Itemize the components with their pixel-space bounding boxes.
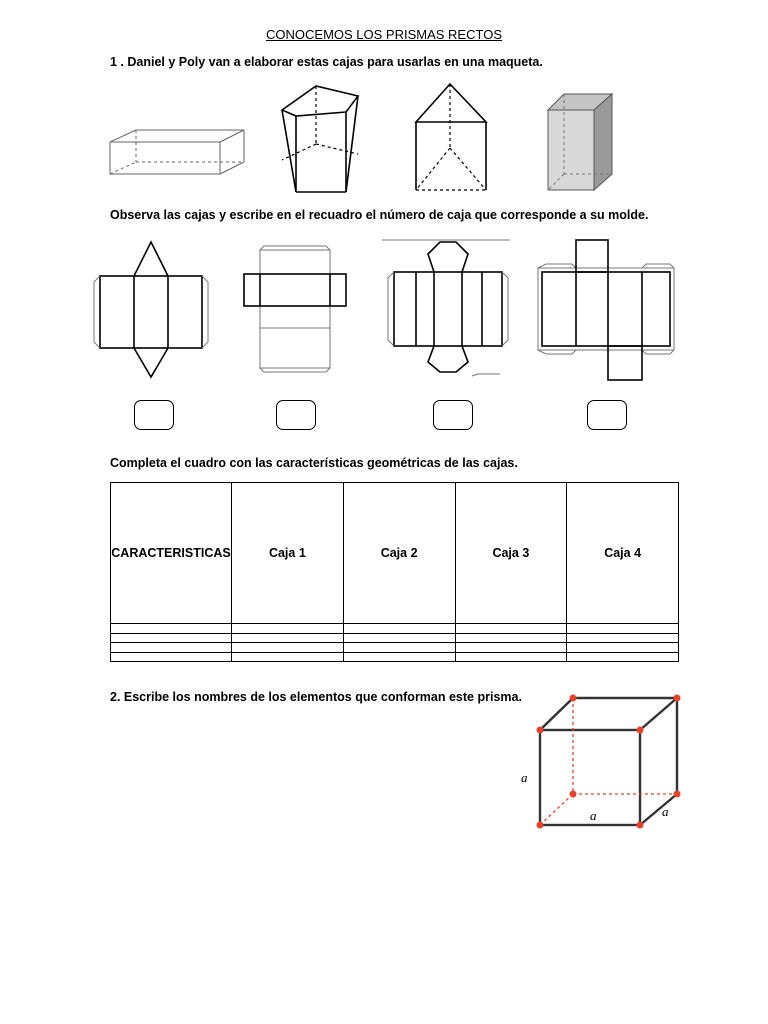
nets-instruction: Observa las cajas y escribe en el recuadro el número de caja que corresponde a su molde. (110, 208, 649, 222)
net-1-triangular (92, 240, 212, 380)
table-row (111, 624, 679, 633)
answer-box-net-4[interactable] (587, 400, 627, 430)
header-caja-2: Caja 2 (343, 483, 455, 624)
question-1: 1 . Daniel y Poly van a elaborar estas cajas para usarlas en una maqueta. (110, 55, 543, 69)
header-caracteristicas: CARACTERISTICAS (111, 483, 232, 624)
table-cell[interactable] (455, 624, 567, 633)
table-cell[interactable] (343, 624, 455, 633)
header-caja-1: Caja 1 (232, 483, 344, 624)
table-cell[interactable] (567, 643, 679, 652)
box-2-pentagonal-prism (276, 82, 366, 197)
answer-box-net-3[interactable] (433, 400, 473, 430)
answer-box-net-1[interactable] (134, 400, 174, 430)
box-3-triangular-prism (412, 82, 492, 194)
table-cell[interactable] (232, 652, 344, 661)
table-row (111, 643, 679, 652)
net-2-rectangular (240, 244, 350, 374)
table-cell[interactable] (567, 652, 679, 661)
table-cell[interactable] (111, 652, 232, 661)
net-3-hexagonal (382, 238, 512, 380)
box-1-rectangular-prism (108, 128, 248, 178)
table-row (111, 652, 679, 661)
page-title: CONOCEMOS LOS PRISMAS RECTOS (266, 27, 502, 42)
table-cell[interactable] (455, 652, 567, 661)
table-cell[interactable] (111, 643, 232, 652)
cube-label-left-edge: a (521, 770, 528, 785)
table-cell[interactable] (567, 624, 679, 633)
table-instruction: Completa el cuadro con las características geométricas de las cajas. (110, 456, 518, 470)
header-caja-3: Caja 3 (455, 483, 567, 624)
cube-label-bottom-edge: a (590, 808, 597, 823)
table-cell[interactable] (455, 633, 567, 642)
table-cell[interactable] (343, 633, 455, 642)
table-cell[interactable] (232, 633, 344, 642)
table-row (111, 633, 679, 642)
table-cell[interactable] (232, 624, 344, 633)
table-cell[interactable] (455, 643, 567, 652)
answer-box-net-2[interactable] (276, 400, 316, 430)
table-header-row (111, 483, 679, 624)
cube-label-depth-edge: a (662, 804, 669, 819)
table-cell[interactable] (111, 633, 232, 642)
net-4-square (536, 238, 686, 383)
table-cell[interactable] (343, 643, 455, 652)
table-cell[interactable] (567, 633, 679, 642)
table-cell[interactable] (111, 624, 232, 633)
characteristics-table (110, 482, 679, 662)
header-caja-4: Caja 4 (567, 483, 679, 624)
table-cell[interactable] (343, 652, 455, 661)
question-2: 2. Escribe los nombres de los elementos que conforman este prisma. (110, 690, 522, 704)
box-4-square-prism (546, 92, 616, 192)
table-cell[interactable] (232, 643, 344, 652)
